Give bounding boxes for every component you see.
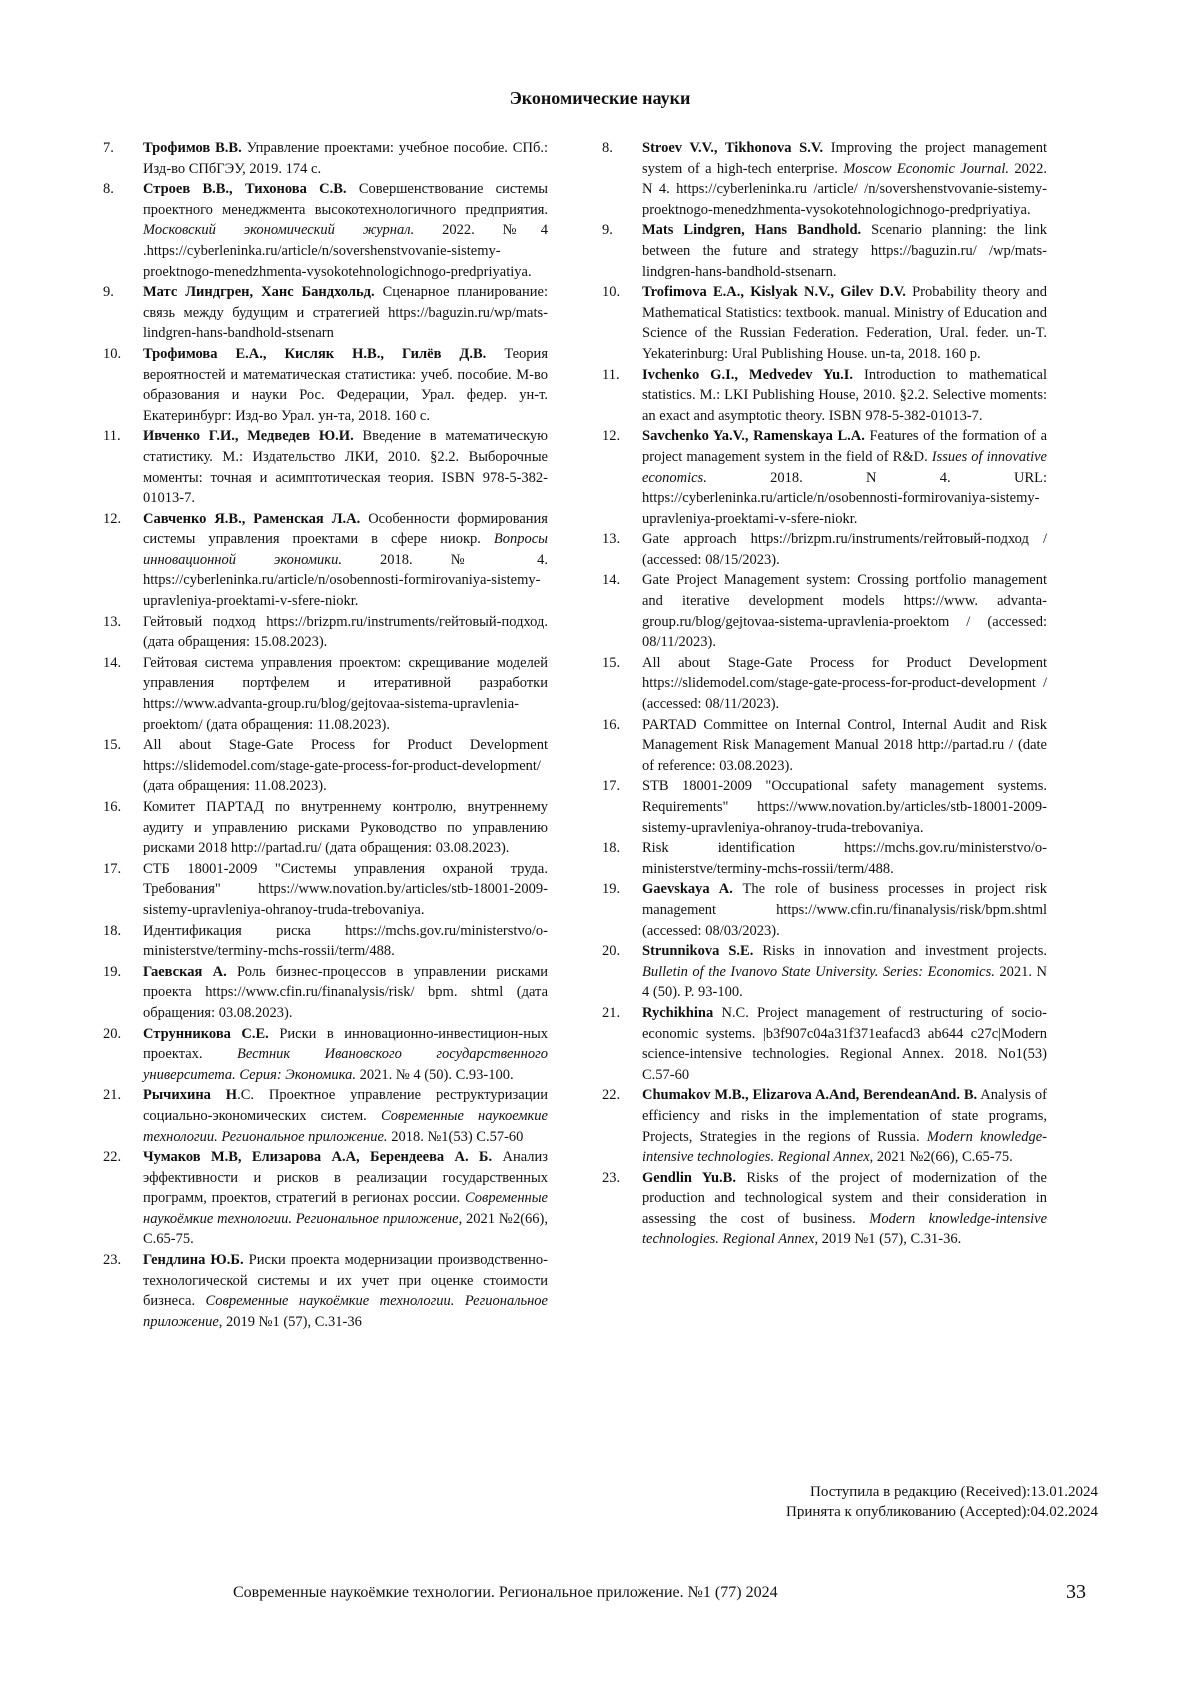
- reference-item: [103, 1085, 548, 1147]
- reference-body: Scenario planning: the link between the future and strategy https://baguzin.ru/ /wp/mats-lindgren-hans-bandhold-stsenarn.: [642, 222, 1047, 280]
- reference-body: Идентификация риска https://mchs.gov.ru/ministerstvo/o-ministerstve/terminy-mchs-rossii/term/488.: [143, 922, 548, 960]
- section-header: Экономические науки: [509, 88, 691, 108]
- reference-body: Gate Project Management system: Crossing portfolio management and iterative development models https://www. advanta-group.ru/blog/gejtovaa-sistema-upravlenia-proektom / (accessed: 08/11/2023).: [642, 572, 1047, 651]
- reference-body: Improving the project management system of a high-tech enterprise.: [642, 140, 1048, 177]
- reference-body: STB 18001-2009 "Occupational safety management systems. Requirements" https://www.novation.by/articles/stb-18001-2009-sistemy-upravleniya-ohranoy-truda-trebovaniya.: [642, 778, 1047, 836]
- reference-source: Moscow Economic Journal.: [843, 160, 1010, 177]
- reference-text: [642, 1085, 1047, 1167]
- reference-item: [103, 426, 548, 508]
- reference-body: Совершенствование системы проектного менеджмента высокотехнологичного предприятия.: [143, 181, 548, 218]
- reference-authors: Строев В.В., Тихонова С.В.: [143, 181, 347, 198]
- reference-item: [602, 365, 1047, 427]
- reference-number: 17.: [602, 778, 621, 795]
- reference-item: [602, 1003, 1047, 1085]
- reference-number: 23.: [602, 1169, 621, 1186]
- reference-text: [642, 138, 1047, 220]
- reference-authors: Матс Линдгрен, Ханс Бандхольд.: [143, 284, 375, 301]
- reference-number: 23.: [103, 1252, 122, 1269]
- reference-body: N.C. Project management of restructuring of socio-economic systems. |b3f907c04a31f371eafacd3 ab644 c27c|Modern science-intensive technologies. Regional Annex. 2018. No1(53) C.57-60: [642, 1004, 1047, 1083]
- reference-body: Управление проектами: учебное пособие. СПб.: Изд-во СПбГЭУ, 2019. 174 с.: [143, 140, 548, 177]
- reference-text: [143, 797, 548, 859]
- reference-body: Сценарное планирование: связь между будущим и стратегией https://baguzin.ru/wp/mats-lindgren-hans-bandhold-stsenarn: [143, 284, 548, 342]
- reference-item: [103, 179, 548, 282]
- reference-body: Гейтовый подход https://brizpm.ru/instruments/гейтовый-подход. (дата обращения: 15.08.2023).: [143, 613, 548, 651]
- reference-number: 7.: [103, 140, 114, 156]
- reference-authors: Трофимова Е.А., Кисляк Н.В., Гилёв Д.В.: [143, 345, 487, 362]
- reference-text: [642, 1003, 1047, 1085]
- reference-number: 17.: [103, 860, 122, 877]
- reference-authors: Савченко Я.В., Раменская Л.А.: [143, 510, 361, 527]
- reference-text: [143, 179, 548, 282]
- reference-item: [602, 879, 1047, 941]
- reference-text: [143, 344, 548, 426]
- reference-source: Вестник Ивановского государственного университета. Серия: Экономика.: [143, 1046, 548, 1083]
- reference-authors: Rychikhina: [642, 1004, 714, 1021]
- reference-authors: Рычихина Н: [143, 1087, 238, 1104]
- reference-number: 22.: [602, 1087, 621, 1104]
- reference-number: 20.: [103, 1025, 122, 1042]
- reference-text: [143, 1024, 548, 1086]
- reference-text: [642, 715, 1047, 777]
- reference-details: 2018. №1(53) С.57-60: [387, 1128, 524, 1145]
- reference-body: Analysis of efficiency and risks in the implementation of state programs, Projects, Strategies in the regions of Russia.: [642, 1087, 1048, 1145]
- reference-source: Bulletin of the Ivanovo State University. Series: Economics.: [642, 963, 995, 980]
- reference-number: 12.: [602, 428, 621, 445]
- references-russian: [103, 138, 548, 1332]
- reference-text: [642, 282, 1047, 364]
- reference-number: 15.: [602, 654, 621, 671]
- reference-item: [602, 653, 1047, 715]
- reference-item: [103, 797, 548, 859]
- reference-number: 16.: [602, 716, 621, 733]
- reference-number: 10.: [602, 284, 621, 301]
- reference-authors: Трофимов В.В.: [143, 140, 242, 156]
- reference-text: [642, 653, 1047, 715]
- reference-details: 2018. N 4. URL: https://cyberleninka.ru/article/n/osobennosti-formirovaniya-sistemy-upravleniya-proektami-v-sfere-niokr.: [642, 469, 1047, 527]
- reference-item: [103, 344, 548, 426]
- reference-source: Современные наукоемкие технологии. Региональное приложение.: [143, 1107, 548, 1145]
- reference-item: [602, 529, 1047, 570]
- reference-details: , 2019 №1 (57), C.31-36.: [814, 1231, 962, 1248]
- reference-body: Теория вероятностей и математическая статистика: учеб. пособие. М-во образования и науки Рос. Федерации, Урал. федер. ун-т. Екатеринбург: Изд-во Урал. ун-та, 2018. 160 с.: [143, 345, 548, 424]
- reference-text: [143, 509, 548, 612]
- reference-body: Риски в инновационно-инвестицион-ных проектах.: [143, 1025, 548, 1063]
- reference-authors: Чумаков М.В, Елизарова А.А, Берендеева А. Б.: [143, 1149, 493, 1166]
- reference-item: [602, 570, 1047, 652]
- reference-text: [143, 962, 548, 1024]
- reference-number: 22.: [103, 1149, 122, 1166]
- reference-details: 2021. № 4 (50). С.93-100.: [355, 1066, 514, 1083]
- reference-authors: Гендлина Ю.Б.: [143, 1252, 244, 1269]
- reference-body: Введение в математическую статистику. М.: Издательство ЛКИ, 2010. §2.2. Выборочные моменты: точная и асимптотическая теория. ISBN 978-5-382-01013-7.: [143, 428, 548, 507]
- reference-item: [103, 921, 548, 962]
- reference-authors: Gaevskaya A.: [642, 881, 733, 898]
- reference-item: [602, 776, 1047, 838]
- reference-number: 14.: [602, 572, 621, 589]
- reference-item: [103, 612, 548, 653]
- reference-details: , 2019 №1 (57), С.31-36: [218, 1313, 362, 1330]
- reference-item: [103, 509, 548, 612]
- references-english: [602, 138, 1047, 1250]
- reference-source: Современные наукоёмкие технологии. Региональное приложение: [143, 1293, 548, 1330]
- reference-authors: Strunnikova S.E.: [642, 943, 754, 960]
- reference-body: Анализ эффективности и рисков в реализации государственных программ, проектов, стратегий в регионах россии.: [143, 1149, 548, 1207]
- reference-source: Modern knowledge-intensive technologies. Regional Annex: [642, 1128, 1047, 1166]
- reference-body: Роль бизнес-процессов в управлении рисками проекта https://www.cfin.ru/finanalysis/risk/ bpm. shtml (дата обращения: 03.08.2023).: [143, 963, 549, 1021]
- reference-item: [103, 1147, 548, 1250]
- reference-number: 19.: [103, 963, 122, 980]
- submission-dates: [498, 1482, 1098, 1522]
- reference-number: 15.: [103, 737, 122, 754]
- reference-item: [103, 1024, 548, 1086]
- reference-number: 21.: [103, 1087, 122, 1104]
- reference-body: Risks in innovation and investment projects.: [753, 943, 1047, 960]
- reference-text: [642, 365, 1047, 427]
- journal-title: Современные наукоёмкие технологии. Региональное приложение. №1 (77) 2024: [233, 1584, 778, 1601]
- reference-text: [642, 426, 1047, 529]
- reference-item: [602, 1085, 1047, 1167]
- reference-authors: Ivchenko G.I., Medvedev Yu.I.: [642, 366, 854, 383]
- reference-text: [143, 138, 548, 179]
- reference-item: [103, 653, 548, 735]
- reference-details: , 2021 №2(66), C.65-75.: [869, 1149, 1013, 1166]
- reference-text: [143, 859, 548, 921]
- reference-text: [642, 879, 1047, 941]
- reference-item: [602, 838, 1047, 879]
- reference-item: [602, 138, 1047, 220]
- reference-body: СТБ 18001-2009 "Системы управления охраной труда. Требования" https://www.novation.by/articles/stb-18001-2009-sistemy-upravleniya-ohranoy-truda-trebovaniya.: [143, 860, 548, 918]
- reference-source: Modern knowledge-intensive technologies. Regional Annex: [642, 1210, 1048, 1248]
- reference-number: 11.: [602, 366, 620, 383]
- reference-item: [103, 1250, 548, 1332]
- reference-authors: Savchenko Ya.V., Ramenskaya L.A.: [642, 428, 865, 445]
- reference-number: 9.: [103, 284, 114, 301]
- reference-details: 2021. N 4 (50). P. 93-100.: [642, 963, 1047, 1001]
- reference-body: Risks of the project of modernization of the production and technological system and their consideration in assessing the cost of business.: [642, 1169, 1047, 1227]
- reference-text: [143, 921, 548, 962]
- reference-number: 8.: [103, 181, 114, 198]
- received-date: Поступила в редакцию (Received):13.01.2024: [809, 1484, 1098, 1500]
- reference-body: All about Stage-Gate Process for Product Development https://slidemodel.com/stage-gate-process-for-product-development/ (дата обращения: 11.08.2023).: [143, 737, 548, 795]
- reference-body: Features of the formation of a project management system in the field of R&D.: [642, 428, 1047, 465]
- reference-number: 8.: [602, 140, 613, 156]
- reference-text: [642, 1168, 1047, 1250]
- reference-text: [642, 220, 1047, 282]
- reference-body: Gate approach https://brizpm.ru/instruments/гейтовый-подход / (accessed: 08/15/2023).: [642, 531, 1047, 568]
- reference-text: [642, 838, 1047, 879]
- reference-body: PARTAD Committee on Internal Control, Internal Audit and Risk Management Risk Management Manual 2018 http://partad.ru / (date of reference: 03.08.2023).: [642, 716, 1047, 774]
- reference-item: [602, 426, 1047, 529]
- reference-source: Современные наукоёмкие технологии. Региональное приложение: [143, 1190, 548, 1227]
- accepted-date: Принята к опубликованию (Accepted):04.02.2024: [786, 1504, 1098, 1520]
- reference-text: [642, 776, 1047, 838]
- reference-body: Гейтовая система управления проектом: скрещивание моделей управления портфелем и итеративной разработки https://www.advanta-group.ru/blog/gejtovaa-sistema-upravlenia-proektom/ (дата обращения: 11.08.2023).: [143, 654, 548, 733]
- reference-item: [602, 282, 1047, 364]
- reference-item: [103, 859, 548, 921]
- reference-text: [143, 1085, 548, 1147]
- reference-authors: Струнникова С.Е.: [143, 1025, 269, 1042]
- reference-authors: Гаевская А.: [143, 963, 227, 980]
- reference-number: 14.: [103, 654, 122, 671]
- reference-body: Комитет ПАРТАД по внутреннему контролю, внутреннему аудиту и управлению рисками Руководство по управлению рисками 2018 http://partad.ru/ (дата обращения: 03.08.2023).: [143, 799, 548, 857]
- reference-item: [602, 220, 1047, 282]
- reference-details: 2022. №4 .https://cyberleninka.ru/article/n/sovershenstvovanie-sistemy-proektnogo-menedzhmenta-vysokotehnologichnogo-predpriyatiya.: [143, 222, 548, 280]
- reference-number: 20.: [602, 943, 621, 960]
- reference-item: [103, 962, 548, 1024]
- reference-item: [602, 715, 1047, 777]
- reference-number: 19.: [602, 881, 621, 898]
- reference-body: Риски проекта модернизации производственно-технологической системы и их учет при оценке стоимости бизнеса.: [143, 1252, 548, 1310]
- reference-body: .С. Проектное управление реструктуризации социально-экономических систем.: [143, 1087, 548, 1124]
- reference-item: [103, 138, 548, 179]
- reference-text: [642, 570, 1047, 652]
- reference-number: 18.: [602, 840, 621, 857]
- reference-text: [143, 653, 548, 735]
- reference-text: [143, 612, 548, 653]
- reference-item: [103, 735, 548, 797]
- reference-number: 10.: [103, 345, 122, 362]
- reference-number: 18.: [103, 922, 122, 939]
- reference-text: [143, 426, 548, 508]
- reference-body: Introduction to mathematical statistics. M.: LKI Publishing House, 2010. §2.2. Selective moments: an exact and asymptotic theory. ISBN 978-5-382-01013-7.: [642, 366, 1047, 424]
- reference-authors: Mats Lindgren, Hans Bandhold.: [642, 222, 862, 239]
- reference-number: 13.: [103, 613, 122, 630]
- reference-item: [602, 941, 1047, 1003]
- reference-item: [602, 1168, 1047, 1250]
- reference-number: 16.: [103, 799, 122, 815]
- reference-text: [143, 282, 548, 344]
- reference-details: , 2021 №2(66), С.65-75.: [143, 1210, 548, 1248]
- reference-text: [143, 1250, 548, 1332]
- reference-authors: Chumakov M.B., Elizarova A.And, BerendeanAnd. B.: [642, 1087, 978, 1104]
- reference-text: [143, 735, 548, 797]
- reference-authors: Gendlin Yu.B.: [642, 1169, 736, 1186]
- reference-body: All about Stage-Gate Process for Product Development https://slidemodel.com/stage-gate-process-for-product-development / (accessed: 08/11/2023).: [642, 654, 1047, 713]
- reference-details: 2022. N 4. https://cyberleninka.ru /article/ /n/sovershenstvovanie-sistemy-proektnogo-menedzhmenta-vysokotehnologichnogo-predpriyatiya.: [642, 160, 1048, 218]
- reference-body: Probability theory and Mathematical Statistics: textbook. manual. Ministry of Education and Science of the Russian Federation. Federation, Ural. feder. un-T. Yekaterinburg: Ural Publishing House. un-ta, 2018. 160 p.: [642, 284, 1048, 362]
- reference-text: [642, 941, 1047, 1003]
- reference-details: 2018. № 4. https://cyberleninka.ru/article/n/osobennosti-formirovaniya-sistemy-upravleniya-proektami-v-sfere-niokr.: [143, 551, 548, 610]
- reference-body: Особенности формирования системы управления проектами в сфере ниокр.: [143, 510, 548, 548]
- reference-number: 13.: [602, 531, 621, 548]
- reference-body: Risk identification https://mchs.gov.ru/ministerstvo/o-ministerstve/terminy-mchs-rossii/term/488.: [642, 840, 1047, 877]
- page-number: 33: [1066, 1581, 1086, 1603]
- reference-text: [143, 1147, 548, 1250]
- reference-item: [103, 282, 548, 344]
- reference-authors: Trofimova E.A., Kislyak N.V., Gilev D.V.: [642, 284, 906, 301]
- reference-source: Московский экономический журнал.: [143, 222, 415, 239]
- reference-source: Issues of innovative economics.: [642, 448, 1047, 486]
- reference-source: Вопросы инновационной экономики.: [143, 531, 548, 568]
- reference-text: [642, 529, 1047, 570]
- reference-authors: Stroev V.V., Tikhonova S.V.: [642, 140, 824, 156]
- reference-authors: Ивченко Г.И., Медведев Ю.И.: [143, 428, 354, 445]
- reference-number: 12.: [103, 510, 122, 527]
- reference-number: 11.: [103, 428, 121, 445]
- reference-body: The role of business processes in project risk management https://www.cfin.ru/finanalysis/risk/bpm.shtml (accessed: 08/03/2023).: [642, 881, 1047, 939]
- reference-number: 9.: [602, 222, 613, 239]
- reference-number: 21.: [602, 1004, 621, 1021]
